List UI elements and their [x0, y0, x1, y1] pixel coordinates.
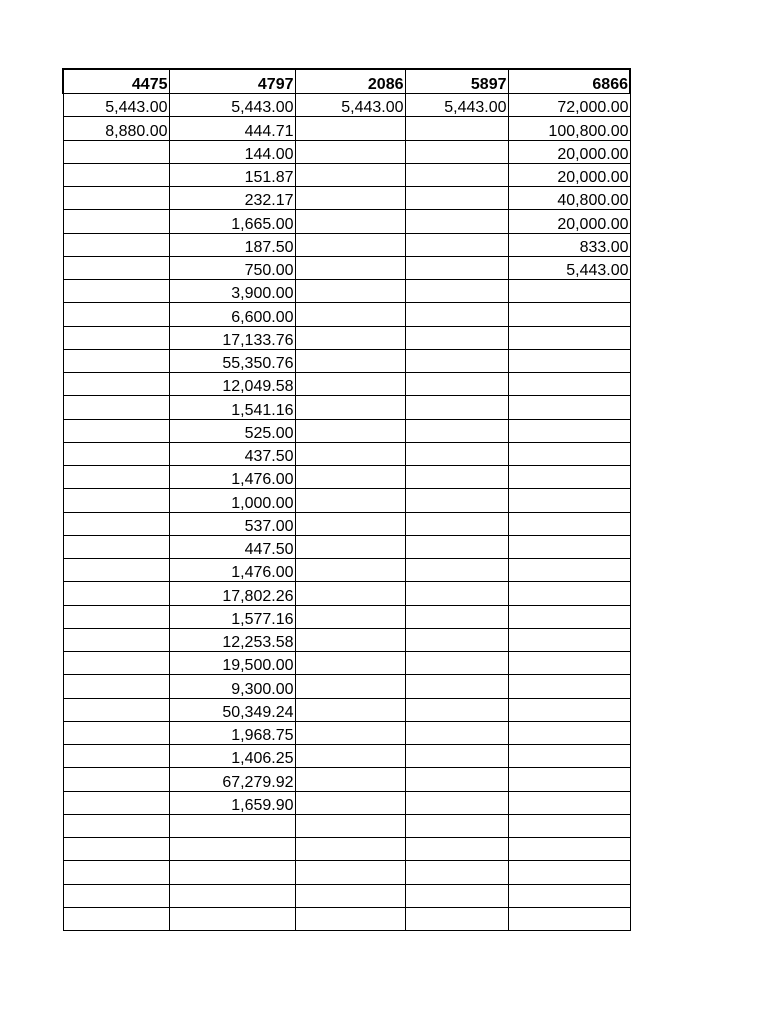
table-cell[interactable]: 12,253.58	[169, 628, 295, 651]
table-cell[interactable]	[405, 861, 508, 884]
table-cell[interactable]	[405, 256, 508, 279]
table-cell[interactable]	[169, 884, 295, 907]
table-cell[interactable]	[508, 559, 630, 582]
table-cell[interactable]	[295, 675, 405, 698]
table-cell[interactable]	[295, 373, 405, 396]
table-cell[interactable]	[169, 907, 295, 930]
table-cell[interactable]	[63, 210, 169, 233]
table-row	[63, 884, 630, 907]
table-cell[interactable]	[63, 163, 169, 186]
table-cell[interactable]	[508, 745, 630, 768]
table-cell[interactable]	[405, 768, 508, 791]
table-cell[interactable]	[295, 698, 405, 721]
table-cell[interactable]	[295, 512, 405, 535]
table-cell[interactable]: 5,443.00	[405, 94, 508, 117]
table-row	[63, 419, 630, 442]
table-cell[interactable]: 5,443.00	[508, 256, 630, 279]
table-cell[interactable]	[63, 303, 169, 326]
table-cell[interactable]	[405, 791, 508, 814]
table-cell[interactable]	[508, 442, 630, 465]
table-cell[interactable]	[63, 535, 169, 558]
spreadsheet-table	[62, 68, 631, 931]
table-row	[63, 442, 630, 465]
table-cell[interactable]	[508, 861, 630, 884]
table-cell[interactable]	[63, 884, 169, 907]
table-cell[interactable]: 19,500.00	[169, 652, 295, 675]
table-cell[interactable]	[405, 489, 508, 512]
table-cell[interactable]: 40,800.00	[508, 187, 630, 210]
table-row	[63, 559, 630, 582]
table-cell[interactable]	[63, 280, 169, 303]
table-cell[interactable]	[63, 698, 169, 721]
table-row	[63, 163, 630, 186]
table-cell[interactable]	[508, 907, 630, 930]
table-cell[interactable]	[63, 233, 169, 256]
table-cell[interactable]: 17,802.26	[169, 582, 295, 605]
table-cell[interactable]: 50,349.24	[169, 698, 295, 721]
table-cell[interactable]	[295, 349, 405, 372]
table-cell[interactable]	[508, 419, 630, 442]
table-cell[interactable]: 5,443.00	[63, 94, 169, 117]
table-cell[interactable]	[508, 768, 630, 791]
table-cell[interactable]	[508, 884, 630, 907]
table-cell[interactable]	[295, 652, 405, 675]
table-cell[interactable]	[63, 419, 169, 442]
table-cell[interactable]: 187.50	[169, 233, 295, 256]
table-cell[interactable]	[405, 698, 508, 721]
table-cell[interactable]	[63, 605, 169, 628]
table-cell[interactable]	[295, 535, 405, 558]
table-cell[interactable]	[63, 675, 169, 698]
table-cell[interactable]	[405, 838, 508, 861]
table-cell[interactable]	[405, 907, 508, 930]
table-cell[interactable]	[508, 303, 630, 326]
table-cell[interactable]	[405, 303, 508, 326]
table-row	[63, 396, 630, 419]
table-cell[interactable]	[405, 442, 508, 465]
table-row	[63, 94, 630, 117]
table-cell[interactable]	[405, 349, 508, 372]
table-cell[interactable]	[405, 814, 508, 837]
table-cell[interactable]	[508, 628, 630, 651]
table-cell[interactable]	[405, 559, 508, 582]
table-cell[interactable]	[63, 396, 169, 419]
table-cell[interactable]	[405, 210, 508, 233]
table-cell[interactable]	[405, 884, 508, 907]
table-cell[interactable]	[405, 280, 508, 303]
table-cell[interactable]	[295, 140, 405, 163]
table-cell[interactable]	[295, 907, 405, 930]
table-cell[interactable]	[508, 489, 630, 512]
table-row	[63, 187, 630, 210]
table-cell[interactable]	[63, 838, 169, 861]
table-cell[interactable]	[63, 326, 169, 349]
table-cell[interactable]	[63, 559, 169, 582]
table-cell[interactable]	[63, 582, 169, 605]
table-cell[interactable]: 1,476.00	[169, 559, 295, 582]
table-row	[63, 140, 630, 163]
table-cell[interactable]	[405, 187, 508, 210]
table-cell[interactable]	[295, 280, 405, 303]
table-cell[interactable]	[405, 512, 508, 535]
table-row	[63, 489, 630, 512]
table-row	[63, 349, 630, 372]
table-row	[63, 605, 630, 628]
table-cell[interactable]	[295, 559, 405, 582]
table-cell[interactable]	[63, 256, 169, 279]
table-cell[interactable]: 437.50	[169, 442, 295, 465]
column-header[interactable]: 2086	[295, 69, 405, 94]
table-cell[interactable]	[508, 349, 630, 372]
header-row-group	[63, 69, 630, 94]
table-body	[63, 94, 630, 931]
table-cell[interactable]	[508, 652, 630, 675]
table-cell[interactable]	[295, 326, 405, 349]
table-cell[interactable]	[295, 396, 405, 419]
table-cell[interactable]	[508, 535, 630, 558]
table-cell[interactable]	[295, 303, 405, 326]
table-cell[interactable]: 151.87	[169, 163, 295, 186]
column-header[interactable]: 5897	[405, 69, 508, 94]
table-cell[interactable]	[63, 442, 169, 465]
header-row	[63, 69, 630, 94]
table-cell[interactable]	[295, 884, 405, 907]
table-cell[interactable]	[508, 791, 630, 814]
table-row	[63, 512, 630, 535]
table-cell[interactable]: 17,133.76	[169, 326, 295, 349]
table-row	[63, 814, 630, 837]
table-cell[interactable]	[295, 861, 405, 884]
table-row	[63, 838, 630, 861]
table-cell[interactable]: 525.00	[169, 419, 295, 442]
table-row	[63, 233, 630, 256]
table-row	[63, 582, 630, 605]
table-cell[interactable]	[295, 466, 405, 489]
table-row	[63, 768, 630, 791]
table-cell[interactable]: 833.00	[508, 233, 630, 256]
table-cell[interactable]: 444.71	[169, 117, 295, 140]
table-cell[interactable]	[295, 117, 405, 140]
table-cell[interactable]: 12,049.58	[169, 373, 295, 396]
table-row	[63, 675, 630, 698]
table-row	[63, 652, 630, 675]
table-cell[interactable]: 447.50	[169, 535, 295, 558]
table-row	[63, 466, 630, 489]
table-cell[interactable]	[63, 721, 169, 744]
table-row	[63, 535, 630, 558]
column-header[interactable]: 6866	[508, 69, 630, 94]
table-cell[interactable]: 67,279.92	[169, 768, 295, 791]
table-cell[interactable]	[405, 605, 508, 628]
table-cell[interactable]	[295, 721, 405, 744]
table-cell[interactable]	[508, 512, 630, 535]
table-row	[63, 210, 630, 233]
table-cell[interactable]	[63, 187, 169, 210]
table-cell[interactable]	[63, 140, 169, 163]
table-row	[63, 373, 630, 396]
table-cell[interactable]	[295, 838, 405, 861]
table-cell[interactable]: 8,880.00	[63, 117, 169, 140]
table-cell[interactable]	[63, 791, 169, 814]
table-cell[interactable]	[508, 396, 630, 419]
table-cell[interactable]: 55,350.76	[169, 349, 295, 372]
table-cell[interactable]: 1,665.00	[169, 210, 295, 233]
table-cell[interactable]	[508, 605, 630, 628]
table-row	[63, 698, 630, 721]
table-row	[63, 861, 630, 884]
table-cell[interactable]	[63, 652, 169, 675]
table-cell[interactable]	[295, 489, 405, 512]
table-cell[interactable]	[405, 419, 508, 442]
table-row	[63, 791, 630, 814]
table-cell[interactable]: 750.00	[169, 256, 295, 279]
table-cell[interactable]: 1,406.25	[169, 745, 295, 768]
table-cell[interactable]	[508, 721, 630, 744]
table-cell[interactable]: 144.00	[169, 140, 295, 163]
table-row	[63, 745, 630, 768]
table-cell[interactable]	[63, 628, 169, 651]
table-cell[interactable]	[63, 373, 169, 396]
table-cell[interactable]: 1,577.16	[169, 605, 295, 628]
table-row	[63, 628, 630, 651]
table-cell[interactable]	[63, 814, 169, 837]
table-cell[interactable]	[508, 326, 630, 349]
table-cell[interactable]: 6,600.00	[169, 303, 295, 326]
table-cell[interactable]	[169, 838, 295, 861]
table-cell[interactable]: 20,000.00	[508, 163, 630, 186]
table-cell[interactable]	[295, 628, 405, 651]
table-row	[63, 117, 630, 140]
table-cell[interactable]	[405, 117, 508, 140]
table-cell[interactable]	[295, 187, 405, 210]
table-cell[interactable]	[405, 326, 508, 349]
table-cell[interactable]	[405, 163, 508, 186]
table-cell[interactable]	[405, 535, 508, 558]
table-cell[interactable]	[405, 652, 508, 675]
table-cell[interactable]: 20,000.00	[508, 140, 630, 163]
table-cell[interactable]	[295, 582, 405, 605]
table-cell[interactable]	[63, 907, 169, 930]
table-cell[interactable]	[405, 628, 508, 651]
table-cell[interactable]: 9,300.00	[169, 675, 295, 698]
table-cell[interactable]	[405, 140, 508, 163]
table-row	[63, 326, 630, 349]
table-cell[interactable]	[508, 466, 630, 489]
table-cell[interactable]	[63, 349, 169, 372]
table-cell[interactable]	[295, 814, 405, 837]
table-cell[interactable]	[405, 675, 508, 698]
table-cell[interactable]	[508, 280, 630, 303]
table-cell[interactable]	[63, 489, 169, 512]
table-cell[interactable]: 100,800.00	[508, 117, 630, 140]
table-cell[interactable]: 72,000.00	[508, 94, 630, 117]
table-cell[interactable]	[169, 814, 295, 837]
table-cell[interactable]	[295, 163, 405, 186]
table-cell[interactable]	[295, 791, 405, 814]
table-cell[interactable]	[405, 466, 508, 489]
column-header[interactable]: 4475	[63, 69, 169, 94]
table-cell[interactable]: 1,541.16	[169, 396, 295, 419]
table-cell[interactable]	[169, 861, 295, 884]
table-cell[interactable]: 1,476.00	[169, 466, 295, 489]
table-cell[interactable]	[508, 675, 630, 698]
table-cell[interactable]	[63, 512, 169, 535]
table-cell[interactable]	[63, 768, 169, 791]
table-row	[63, 907, 630, 930]
table-cell[interactable]	[405, 233, 508, 256]
table-row	[63, 721, 630, 744]
table-cell[interactable]	[63, 745, 169, 768]
table-cell[interactable]: 1,000.00	[169, 489, 295, 512]
table-cell[interactable]	[295, 256, 405, 279]
table-cell[interactable]	[508, 698, 630, 721]
table-cell[interactable]	[63, 466, 169, 489]
table-cell[interactable]: 5,443.00	[169, 94, 295, 117]
table-cell[interactable]: 232.17	[169, 187, 295, 210]
table-cell[interactable]	[295, 442, 405, 465]
table-row	[63, 256, 630, 279]
table-cell[interactable]	[295, 768, 405, 791]
table-cell[interactable]	[63, 861, 169, 884]
table-cell[interactable]	[405, 582, 508, 605]
table-cell[interactable]	[405, 373, 508, 396]
column-header[interactable]: 4797	[169, 69, 295, 94]
table-cell[interactable]	[295, 233, 405, 256]
table-cell[interactable]: 537.00	[169, 512, 295, 535]
table-cell[interactable]	[508, 582, 630, 605]
table-cell[interactable]: 5,443.00	[295, 94, 405, 117]
table-cell[interactable]: 20,000.00	[508, 210, 630, 233]
table-cell[interactable]	[405, 396, 508, 419]
table-cell[interactable]	[508, 838, 630, 861]
table-cell[interactable]	[508, 373, 630, 396]
table-cell[interactable]	[405, 745, 508, 768]
table-cell[interactable]	[508, 814, 630, 837]
table-cell[interactable]: 1,659.90	[169, 791, 295, 814]
table-cell[interactable]	[405, 721, 508, 744]
table-cell[interactable]	[295, 605, 405, 628]
table-cell[interactable]: 3,900.00	[169, 280, 295, 303]
table-cell[interactable]	[295, 419, 405, 442]
table-cell[interactable]	[295, 210, 405, 233]
table-row	[63, 303, 630, 326]
table-cell[interactable]: 1,968.75	[169, 721, 295, 744]
table-cell[interactable]	[295, 745, 405, 768]
table-row	[63, 280, 630, 303]
